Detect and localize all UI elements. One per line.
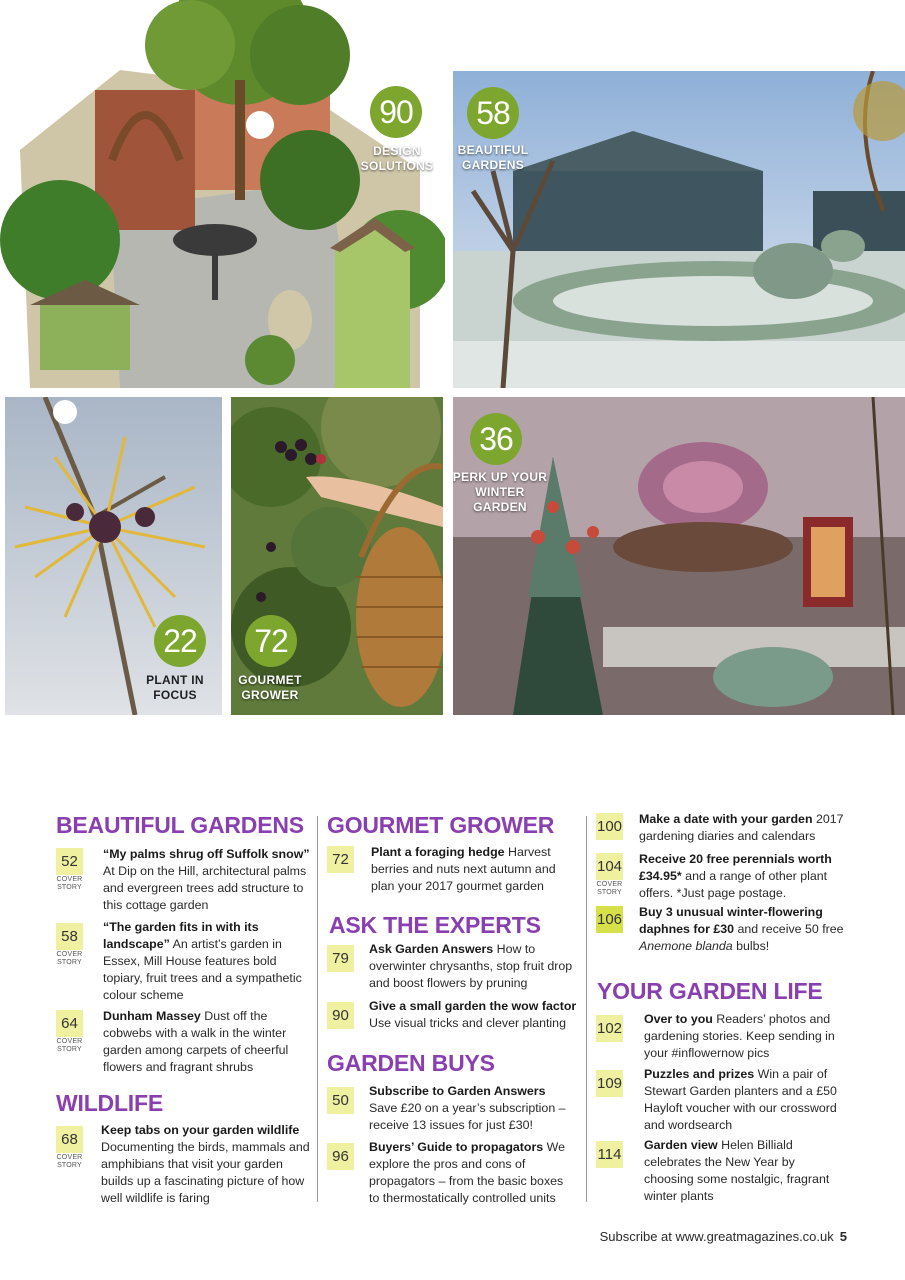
- entry-description: Helen Billiald celebrates the New Year by choosing some nostalgic, fragrant winter plants: [644, 1138, 830, 1203]
- page-number: 100: [596, 813, 623, 840]
- contents-entry-96[interactable]: [327, 1140, 577, 1209]
- contents-entry-58[interactable]: [56, 920, 311, 1003]
- entry-title: Garden view: [644, 1138, 718, 1152]
- entry-text: [371, 844, 571, 895]
- column-divider: [317, 816, 318, 1202]
- contents-entry-64[interactable]: [56, 1010, 311, 1080]
- design-number-badge: 90: [370, 86, 422, 138]
- contents-entry-90[interactable]: [327, 999, 577, 1038]
- page-number: 68: [56, 1126, 83, 1153]
- entry-description: How to overwinter chrysanths, stop fruit drop and boost flowers by pruning: [369, 942, 573, 990]
- beautiful-label: BEAUTIFUL GARDENS: [457, 143, 529, 172]
- entry-text: [103, 919, 311, 1004]
- entry-text: [639, 811, 849, 845]
- page-number-footer: 5: [839, 1229, 847, 1244]
- subscribe-link[interactable]: Subscribe at www.greatmagazines.co.uk: [599, 1229, 834, 1244]
- entry-title: Make a date with your garden: [639, 812, 813, 826]
- heading-gourmet-grower: GOURMET GROWER: [327, 812, 555, 838]
- entry-description: and a range of other plant offers. *Just page postage.: [639, 869, 828, 900]
- entry-description: and receive 50 free: [734, 922, 844, 936]
- entry-text: [369, 941, 575, 992]
- entry-title: Subscribe to Garden Answers: [369, 1084, 546, 1098]
- page-number: 64: [56, 1010, 83, 1037]
- entry-text: [103, 846, 311, 914]
- contents-entry-109[interactable]: [596, 1067, 856, 1136]
- frosty-garden-photo: [453, 71, 905, 388]
- page-number: 90: [327, 1002, 354, 1029]
- entry-title: Receive 20 free perennials worth £34.95*: [639, 852, 832, 883]
- garden-design-illustration: [0, 0, 445, 388]
- entry-title: Puzzles and prizes: [644, 1067, 755, 1081]
- plant-label: PLANT IN FOCUS: [146, 673, 204, 702]
- entry-description: We explore the pros and cons of propagators – from the basic boxes to thermostatically controlled units: [369, 1140, 566, 1205]
- entry-description: Use visual tricks and clever planting: [369, 1016, 566, 1030]
- beautiful-number-badge: 58: [467, 87, 519, 139]
- page-number: 52: [56, 848, 83, 875]
- plant-number-badge: 22: [154, 615, 206, 667]
- entry-description: Documenting the birds, mammals and amphibians that visit your garden builds up a fascinating picture of how well wildlife is faring: [101, 1140, 310, 1205]
- contents-entry-50[interactable]: [327, 1084, 577, 1135]
- plant-in-focus-photo: [5, 397, 222, 715]
- entry-description: Dust off the cobwebs with a walk in the winter garden among carpets of cheerful flowers and fragrant shrubs: [103, 1009, 289, 1074]
- entry-description: Save £20 on a year’s subscription – receive 13 issues for just £30!: [369, 1101, 566, 1132]
- blackberry-basket-photo: [231, 397, 443, 715]
- entry-description-end: bulbs!: [732, 939, 770, 953]
- page-number: 104: [596, 853, 623, 880]
- contents-entry-52[interactable]: [56, 848, 311, 918]
- page-number: 50: [327, 1087, 354, 1114]
- plant-name: Anemone blanda: [639, 939, 733, 953]
- witch-hazel-photo: [5, 397, 222, 715]
- page-number: 58: [56, 923, 83, 950]
- entry-text: [639, 851, 849, 902]
- page-number: 79: [327, 945, 354, 972]
- winter-number-badge: 36: [470, 413, 522, 465]
- winter-label: PERK UP YOUR WINTER GARDEN: [453, 470, 548, 514]
- entry-description: Win a pair of Stewart Garden planters and a £50 Hayloft voucher with our crossword and wordsearch: [644, 1067, 837, 1132]
- entry-title: Buy 3 unusual winter-flowering daphnes for £30: [639, 905, 823, 936]
- gourmet-number-badge: 72: [245, 615, 297, 667]
- entry-text: [101, 1122, 311, 1207]
- page-number: 109: [596, 1070, 623, 1097]
- page-number: 114: [596, 1141, 623, 1168]
- entry-title: Buyers’ Guide to propagators: [369, 1140, 544, 1154]
- entry-text: [639, 904, 849, 955]
- entry-title: Over to you: [644, 1012, 713, 1026]
- entry-title: “The garden fits in with its landscape”: [103, 920, 259, 951]
- contents-entry-106[interactable]: [596, 906, 856, 958]
- page-number: 106: [596, 906, 623, 933]
- entry-description: Readers’ photos and gardening stories. Keep sending in your #inflowernow pics: [644, 1012, 835, 1060]
- entry-text: [369, 1083, 575, 1134]
- winter-garden-photo: [453, 397, 905, 715]
- entry-title: Ask Garden Answers: [369, 942, 494, 956]
- cover-story-tag: COVER STORY: [596, 881, 623, 896]
- page-number: 96: [327, 1143, 354, 1170]
- cover-story-tag: COVER STORY: [56, 951, 83, 966]
- cover-story-tag: COVER STORY: [56, 1154, 83, 1169]
- entry-description: Harvest berries and nuts next autumn and plan your 2017 gourmet garden: [371, 845, 556, 893]
- entry-text: [644, 1011, 850, 1062]
- contents-entry-104[interactable]: [596, 853, 856, 901]
- heading-wildlife: WILDLIFE: [56, 1090, 163, 1116]
- entry-title: Give a small garden the wow factor: [369, 999, 577, 1013]
- heading-your-garden-life: YOUR GARDEN LIFE: [597, 978, 823, 1004]
- entry-text: [644, 1066, 850, 1134]
- entry-description: 2017 gardening diaries and calendars: [639, 812, 844, 843]
- gourmet-label: GOURMET GROWER: [238, 673, 302, 702]
- design-illustration: [0, 0, 445, 388]
- entry-title: Keep tabs on your garden wildlife: [101, 1123, 300, 1137]
- entry-text: [644, 1137, 844, 1205]
- design-label: DESIGN SOLUTIONS: [360, 144, 434, 173]
- gourmet-grower-photo: [231, 397, 443, 715]
- contents-entry-68[interactable]: [56, 1123, 311, 1206]
- entry-text: [369, 1139, 575, 1207]
- contents-entry-102[interactable]: [596, 1012, 856, 1067]
- beautiful-gardens-photo: [453, 71, 905, 388]
- cover-story-tag: COVER STORY: [56, 1038, 83, 1053]
- column-divider: [586, 816, 587, 1202]
- contents-entry-72[interactable]: [327, 846, 577, 906]
- entry-title: Plant a foraging hedge: [371, 845, 505, 859]
- entry-text: [103, 1008, 311, 1076]
- entry-title: “My palms shrug off Suffolk snow”: [103, 847, 310, 861]
- entry-description: At Dip on the Hill, architectural palms and evergreen trees add structure to this cottage garden: [103, 864, 307, 912]
- heading-beautiful-gardens: BEAUTIFUL GARDENS: [56, 812, 304, 838]
- contents-entry-79[interactable]: [327, 942, 577, 997]
- page-number: 72: [327, 846, 354, 873]
- contents-entry-100[interactable]: [596, 813, 856, 851]
- entry-title: Dunham Massey: [103, 1009, 201, 1023]
- heading-ask-the-experts: ASK THE EXPERTS: [329, 912, 541, 938]
- entry-text: [369, 998, 579, 1032]
- heading-garden-buys: GARDEN BUYS: [327, 1050, 495, 1076]
- footer: [600, 1229, 847, 1244]
- cover-story-tag: COVER STORY: [56, 876, 83, 891]
- contents-entry-114[interactable]: [596, 1138, 856, 1207]
- entry-description: An artist’s garden in Essex, Mill House features bold topiary, fruit trees and a sympathetic colour scheme: [103, 937, 302, 1002]
- page-number: 102: [596, 1015, 623, 1042]
